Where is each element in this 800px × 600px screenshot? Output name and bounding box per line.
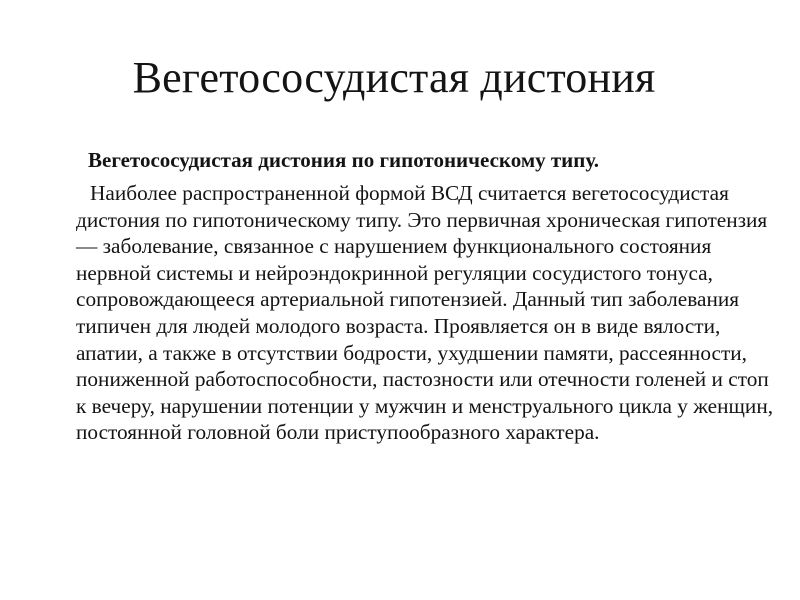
slide-content <box>76 146 776 446</box>
slide-title: Вегетососудистая дистония <box>132 53 656 102</box>
section-subtitle: Вегетососудистая дистония по гипотоническому типу. <box>88 148 600 172</box>
body-paragraph: Наиболее распространенной формой ВСД считается вегетососудистая дистония по гипотоническому типу. Это первичная хроническая гипотензия — заболевание, связанное с нарушением функционального состояния нервной системы и нейроэндокринной регуляции сосудистого тонуса, сопровождающееся артериальной гипотензией. Данный тип заболевания типичен для людей молодого возраста. Проявляется он в виде вялости, апатии, а также в отсутствии бодрости, ухудшении памяти, рассеянности, пониженной работоспособности, пастозности или отечности голеней и стоп к вечеру, нарушении потенции у мужчин и менструального цикла у женщин, постоянной головной боли приступообразного характера. <box>76 181 774 445</box>
